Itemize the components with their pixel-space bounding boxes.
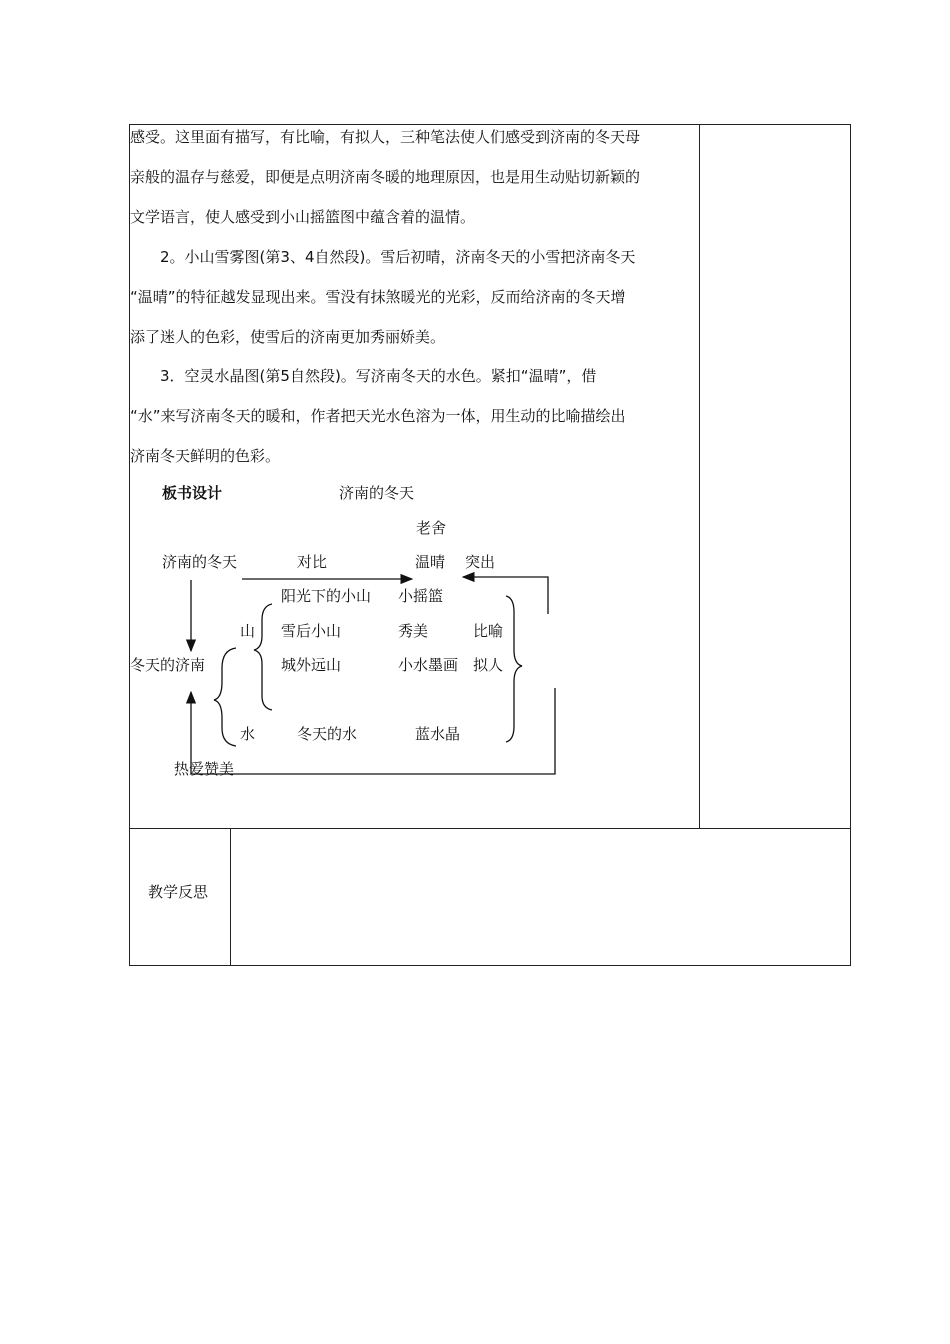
board-title: 济南的冬天 [339, 484, 415, 502]
board-m2b: 秀美 [398, 622, 429, 640]
board-m2: 雪后小山 [281, 622, 342, 640]
board-contrast: 对比 [297, 553, 328, 571]
paragraph-line: 添了迷人的色彩，使雪后的济南更加秀丽娇美。 [130, 328, 446, 346]
highlight-arrow [463, 577, 548, 614]
reflection-label: 教学反思 [148, 883, 209, 901]
right-brace [506, 596, 522, 742]
board-left-mid: 冬天的济南 [130, 656, 206, 674]
paragraph-line: “水”来写济南冬天的暖和，作者把天光水色溶为一体，用生动的比喻描绘出 [130, 407, 626, 425]
paragraph-line: 文学语言，使人感受到小山摇篮图中蕴含着的温情。 [130, 208, 476, 226]
board-warm: 温晴 [415, 553, 446, 571]
paragraph-line: 3．空灵水晶图(第5自然段)。写济南冬天的水色。紧扣“温晴”，借 [130, 367, 597, 385]
board-highlight: 突出 [465, 553, 496, 571]
paragraph-line: 2。小山雪雾图(第3、4自然段)。雪后初晴，济南冬天的小雪把济南冬天 [130, 248, 636, 266]
board-m1b: 小摇篮 [398, 587, 444, 605]
board-w1b: 蓝水晶 [415, 725, 461, 743]
board-m3: 城外远山 [281, 656, 342, 674]
board-love: 热爱赞美 [174, 760, 235, 778]
paragraph-line: 济南冬天鲜明的色彩。 [130, 447, 281, 465]
board-author: 老舍 [416, 519, 447, 537]
board-left-top: 济南的冬天 [162, 553, 238, 571]
paragraph-line: “温晴”的特征越发显现出来。雪没有抹煞暖光的光彩，反而给济南的冬天增 [130, 288, 626, 306]
left-brace-small [254, 604, 272, 710]
board-w1: 冬天的水 [297, 725, 358, 743]
board-water: 水 [240, 725, 256, 743]
left-brace-large [214, 648, 236, 746]
reflection-content-cell[interactable] [232, 830, 849, 964]
board-mountain: 山 [240, 622, 256, 640]
board-metaphor: 比喻 [473, 622, 504, 640]
board-m3b: 小水墨画 [398, 656, 459, 674]
board-heading: 板书设计 [162, 484, 223, 502]
paragraph-line: 亲般的温存与慈爱，即便是点明济南冬暖的地理原因，也是用生动贴切新颖的 [130, 168, 641, 186]
board-m1: 阳光下的小山 [281, 587, 372, 605]
board-personify: 拟人 [473, 656, 504, 674]
paragraph-line: 感受。这里面有描写，有比喻，有拟人，三种笔法使人们感受到济南的冬天母 [130, 128, 641, 146]
